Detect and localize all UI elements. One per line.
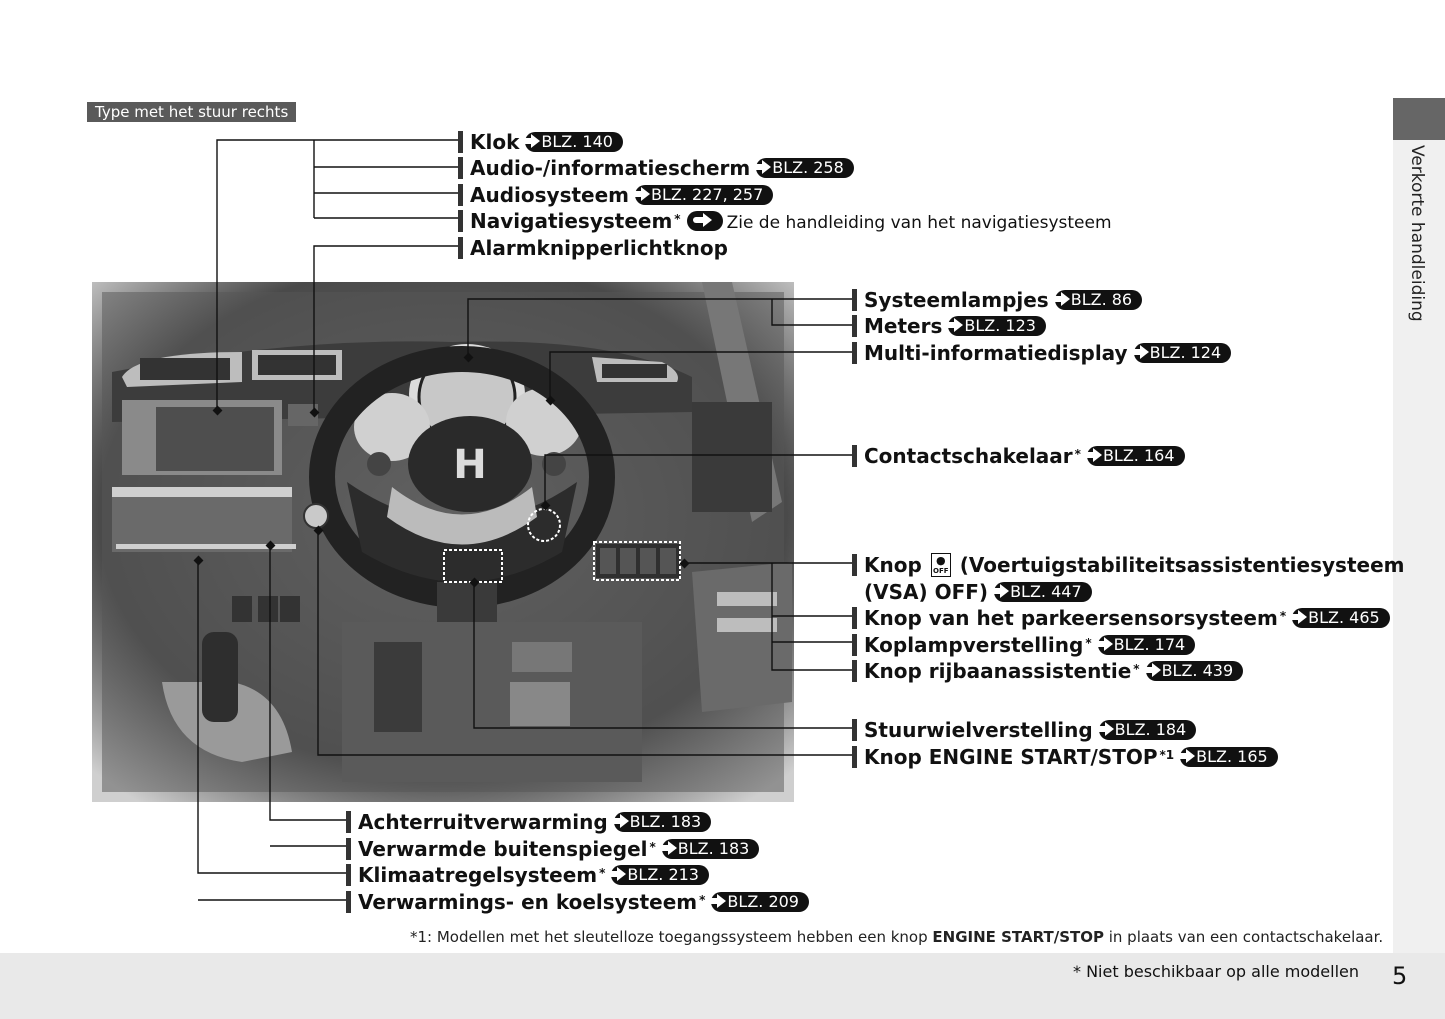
label-stuurwielverstelling — [852, 717, 1196, 743]
page-ref-link[interactable]: BLZ. 183 — [662, 839, 760, 859]
label-rijbaanassistentie — [852, 658, 1243, 684]
label-verwarmings-en-koelsysteem — [346, 889, 809, 915]
arrow-right-icon — [641, 187, 650, 201]
label-text: Koplampverstelling — [864, 633, 1084, 657]
label-koplampverstelling — [852, 632, 1195, 658]
label-vsa-off — [864, 579, 1092, 605]
arrow-right-icon — [703, 213, 712, 227]
asterisk-mark: * — [1133, 662, 1140, 676]
page-ref-link[interactable]: BLZ. 227, 257 — [635, 185, 773, 205]
arrow-right-icon — [668, 841, 677, 855]
label-audiosysteem — [458, 182, 773, 208]
label-multi-informatiedisplay — [852, 340, 1231, 366]
vsa-off-icon: ● OFF — [931, 553, 951, 577]
label-navigatiesysteem — [458, 208, 1112, 236]
page-ref-link[interactable]: BLZ. 209 — [711, 892, 809, 912]
page-ref-link[interactable]: BLZ. 213 — [611, 865, 709, 885]
arrow-right-icon — [1000, 584, 1009, 598]
label-text: Stuurwielverstelling — [864, 718, 1093, 742]
page-ref-link[interactable]: BLZ. 258 — [756, 158, 854, 178]
asterisk-mark: * — [1279, 609, 1287, 623]
asterisk-mark: * — [1085, 636, 1092, 650]
label-alarmknipperlichtknop — [458, 235, 728, 261]
page-ref-link[interactable]: BLZ. 439 — [1146, 661, 1244, 681]
nav-note: Zie de handleiding van het navigatiesysteem — [726, 213, 1112, 233]
label-text: Klok — [470, 130, 520, 154]
arrow-right-icon — [531, 134, 540, 148]
page-ref-link[interactable]: BLZ. 165 — [1180, 747, 1278, 767]
arrow-right-icon — [1186, 749, 1195, 763]
page-ref-link[interactable]: BLZ. 164 — [1087, 446, 1185, 466]
label-engine-start-stop — [852, 744, 1278, 770]
label-text: Systeemlampjes — [864, 288, 1049, 312]
label-audio-informatiescherm — [458, 155, 854, 181]
label-text: Alarmknipperlichtknop — [470, 236, 728, 260]
label-text: Knop — [864, 553, 922, 577]
page-ref-link[interactable]: BLZ. 184 — [1099, 720, 1197, 740]
asterisk-mark: * — [674, 212, 681, 226]
arrow-right-icon — [1061, 292, 1070, 306]
arrow-right-icon — [620, 814, 629, 828]
label-text: Meters — [864, 314, 943, 338]
arrow-right-icon — [954, 318, 963, 332]
label-systeemlampjes — [852, 287, 1142, 313]
label-text: Contactschakelaar — [864, 444, 1073, 468]
page-ref-link[interactable]: BLZ. 86 — [1055, 290, 1142, 310]
label-verwarmde-buitenspiegel — [346, 836, 759, 862]
arrow-right-icon — [1152, 663, 1161, 677]
arrow-right-icon — [762, 160, 771, 174]
arrow-right-icon — [1105, 722, 1114, 736]
label-text: Knop ENGINE START/STOP — [864, 745, 1158, 769]
page-ref-link[interactable]: BLZ. 465 — [1292, 608, 1390, 628]
label-klimaatregelsysteem — [346, 862, 709, 888]
label-text-continued: (Voertuigstabiliteitsassistentiesysteem — [959, 553, 1405, 577]
label-contactschakelaar — [852, 443, 1185, 469]
label-text: Navigatiesysteem — [470, 209, 673, 233]
footnote: *1: Modellen met het sleutelloze toegangssysteem hebben een knop ENGINE START/STOP in plaats van een contactschakelaar. — [410, 928, 1384, 946]
label-klok — [458, 129, 623, 155]
page-number: 5 — [1392, 962, 1408, 990]
availability-note: * Niet beschikbaar op alle modellen — [1073, 962, 1360, 981]
asterisk-mark: * — [599, 866, 606, 880]
label-text: Verwarmings- en koelsysteem — [358, 890, 698, 914]
page-ref-link[interactable]: BLZ. 183 — [614, 812, 712, 832]
asterisk-mark: * — [699, 893, 706, 907]
label-text: (VSA) OFF) — [864, 580, 989, 604]
layout-type-tag: Type met het stuur rechts — [87, 102, 296, 122]
side-tab-label: Verkorte handleiding — [1407, 145, 1427, 322]
label-text: Achterruitverwarming — [358, 810, 608, 834]
label-text: Klimaatregelsysteem — [358, 863, 598, 887]
label-text: Verwarmde buitenspiegel — [358, 837, 648, 861]
arrow-right-icon — [1093, 448, 1102, 462]
arrow-right-icon — [617, 867, 626, 881]
label-knop-vsa — [852, 552, 1404, 579]
label-text: Audiosysteem — [470, 183, 630, 207]
arrow-right-icon — [1298, 610, 1307, 624]
label-text: Knop rijbaanassistentie — [864, 659, 1132, 683]
page-ref-link[interactable] — [687, 211, 723, 231]
label-text: Audio-/informatiescherm — [470, 156, 751, 180]
page-ref-link[interactable]: BLZ. 124 — [1134, 343, 1232, 363]
arrow-right-icon — [1104, 637, 1113, 651]
page-ref-link[interactable]: BLZ. 174 — [1098, 635, 1196, 655]
asterisk-mark: * — [1074, 447, 1081, 461]
label-parkeersensorsysteem — [852, 605, 1390, 631]
asterisk-mark: * — [649, 840, 656, 854]
arrow-right-icon — [1140, 345, 1149, 359]
label-text: Knop van het parkeersensorsysteem — [864, 606, 1278, 630]
label-text: Multi-informatiedisplay — [864, 341, 1128, 365]
page-ref-link[interactable]: BLZ. 447 — [994, 582, 1092, 602]
page-ref-link[interactable]: BLZ. 123 — [948, 316, 1046, 336]
label-meters — [852, 313, 1046, 339]
page-ref-link[interactable]: BLZ. 140 — [525, 132, 623, 152]
footnote-mark: *1 — [1159, 748, 1175, 762]
label-achterruitverwarming — [346, 809, 711, 835]
svg-text:H: H — [453, 442, 487, 488]
arrow-right-icon — [717, 894, 726, 908]
